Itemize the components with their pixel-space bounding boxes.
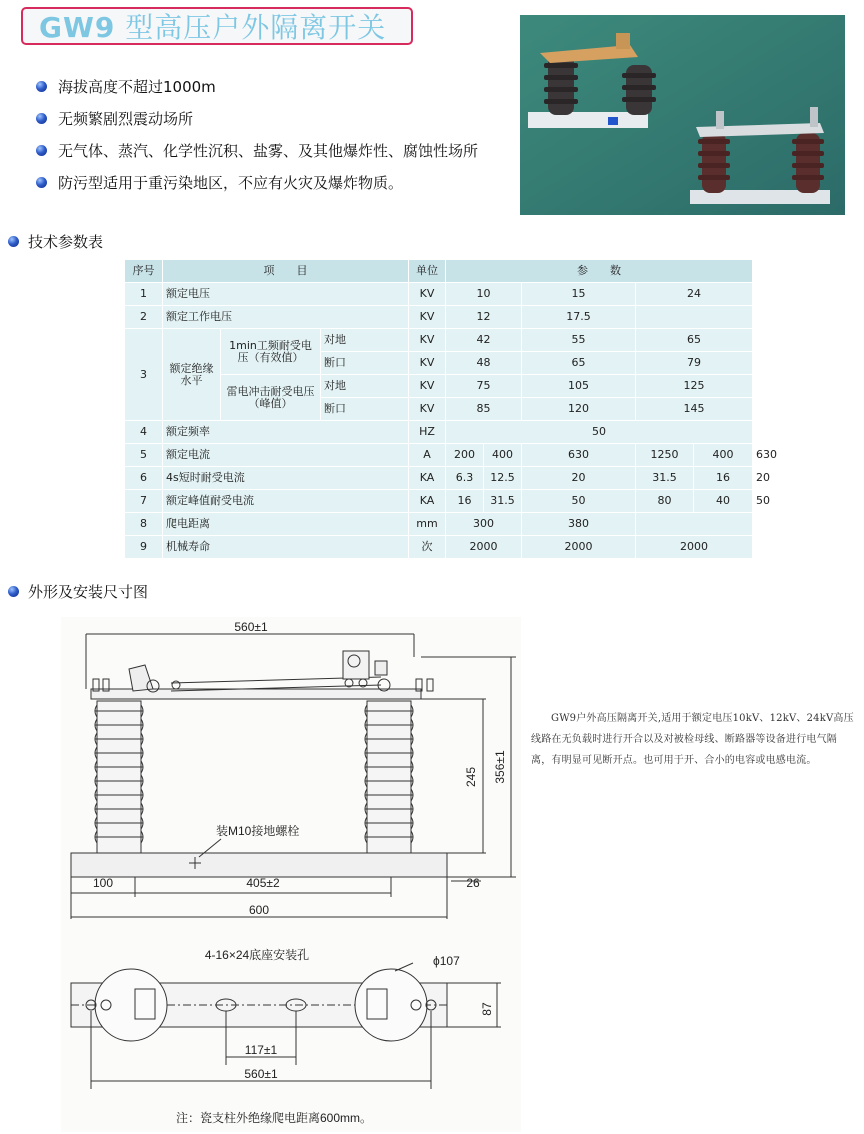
header-item: 项 目: [163, 260, 409, 283]
dim-117: 117±1: [244, 1043, 278, 1057]
dim-245: 245: [464, 766, 478, 788]
right-insulator: [365, 701, 413, 853]
dim-600: 600: [248, 903, 270, 917]
product-photo: [520, 15, 845, 215]
table-row: 8 爬电距离 mm 300 380: [125, 513, 753, 536]
list-item: 无气体、蒸汽、化学性沉积、盐雾、及其他爆炸性、腐蚀性场所: [36, 140, 478, 172]
drawing-note: 注：瓷支柱外绝缘爬电距离600mm。: [176, 1111, 373, 1125]
table-header-row: [125, 260, 753, 283]
list-item: 无频繁剧烈震动场所: [36, 108, 478, 140]
title-model: GW9: [39, 11, 116, 44]
dimension-drawing: [61, 617, 521, 1132]
bullet-icon: [8, 236, 19, 247]
list-item: 防污型适用于重污染地区，不应有火灾及爆炸物质。: [36, 172, 478, 204]
dim-100: 100: [92, 876, 114, 890]
table-row: 6 4s短时耐受电流 KA 6.3 12.5 20 31.5 16 20: [125, 467, 753, 490]
phi-label: ϕ107: [433, 954, 460, 968]
dim-26: 26: [466, 876, 480, 890]
table-row: 断口 KV 85 120 145: [125, 398, 753, 421]
table-row: 断口 KV 48 65 79: [125, 352, 753, 375]
section-dimensions-heading: 外形及安装尺寸图: [8, 581, 148, 603]
table-row: 2 额定工作电压 KV 12 17.5: [125, 306, 753, 329]
params-table: [124, 259, 777, 559]
bullet-icon: [36, 177, 47, 188]
bullet-icon: [36, 145, 47, 156]
holes-label: 4-16×24底座安装孔: [204, 948, 310, 962]
bullet-icon: [36, 81, 47, 92]
dim-405: 405±2: [246, 876, 280, 890]
dim-560b: 560±1: [244, 1067, 278, 1081]
bullet-icon: [8, 586, 19, 597]
table-row: 3 额定绝缘水平 1min工频耐受电压（有效值） 对地 KV 42 55 65: [125, 329, 753, 352]
table-row: 雷电冲击耐受电压（峰值） 对地 KV 75 105 125: [125, 375, 753, 398]
left-insulator: [95, 701, 143, 853]
header-no: 序号: [125, 260, 163, 283]
bullet-icon: [36, 113, 47, 124]
conditions-list: [36, 76, 478, 204]
header-unit: 单位: [409, 260, 446, 283]
list-item: 海拔高度不超过1000m: [36, 76, 478, 108]
table-row: 9 机械寿命 次 2000 2000 2000: [125, 536, 753, 559]
ground-bolt-label: 装M10接地螺栓: [216, 824, 300, 838]
table-row: 5 额定电流 A 200 400 630 1250 400 630: [125, 444, 753, 467]
title-name: 型高压户外隔离开关: [125, 11, 387, 44]
description: GW9户外高压隔离开关,适用于额定电压10kV、12kV、24kV高压线路在无负载时进行开合以及对被检母线、断路器等设备进行电气隔离，有明显可见断开点。也可用于开、合小的电容或电感电流。: [531, 713, 854, 766]
dim-87: 87: [480, 1002, 494, 1016]
dim-top: 560±1: [234, 620, 268, 634]
table-row: 4 额定频率 HZ 50: [125, 421, 753, 444]
header-params: 参 数: [446, 260, 753, 283]
section-params-heading: 技术参数表: [8, 231, 103, 253]
dim-356: 356±1: [493, 750, 507, 784]
page-title: [39, 11, 386, 45]
title-box: [21, 7, 413, 45]
table-row: 1 额定电压 KV 10 15 24: [125, 283, 753, 306]
table-row: 7 额定峰值耐受电流 KA 16 31.5 50 80 40 50: [125, 490, 753, 513]
